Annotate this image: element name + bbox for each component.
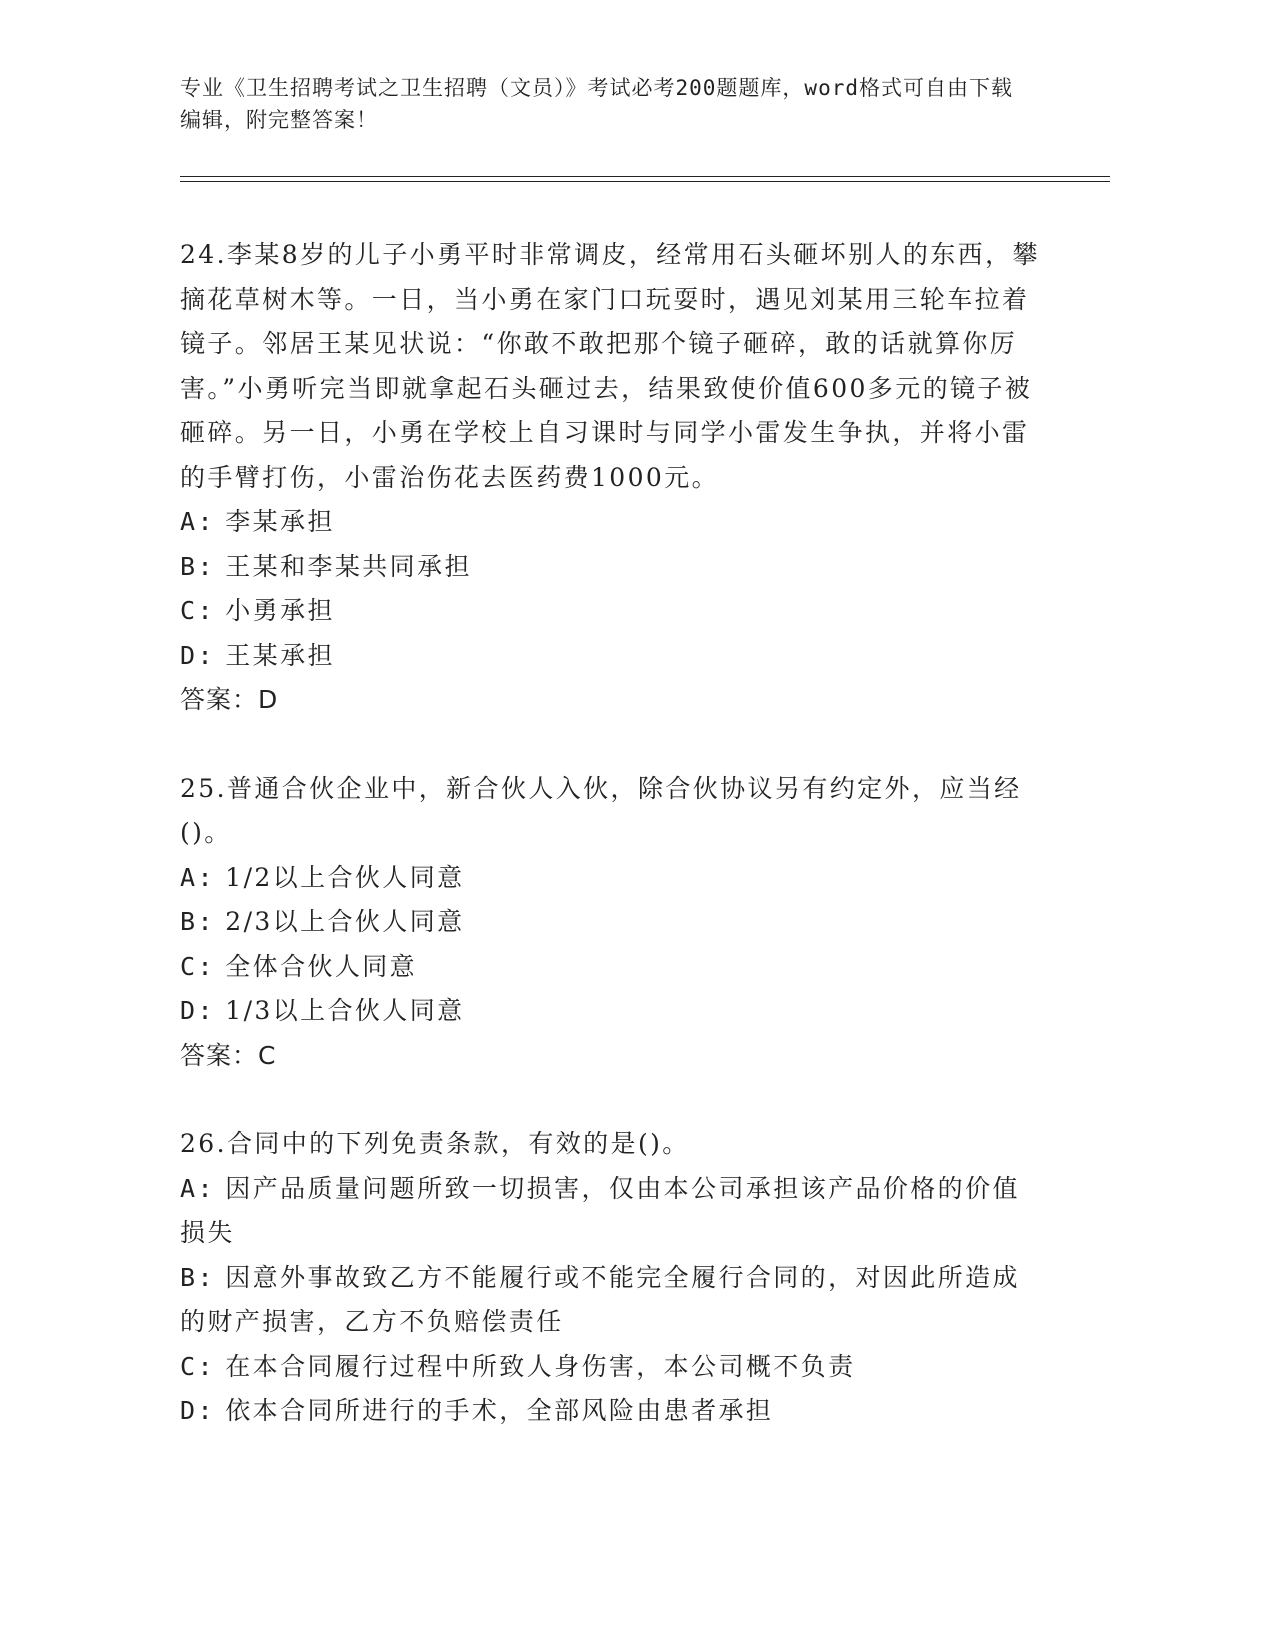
question-list [180, 233, 1040, 1478]
option-label: D: [180, 996, 215, 1025]
question-text: 26.合同中的下列免责条款，有效的是()。 [180, 1129, 690, 1158]
option-text: 王某和李某共同承担 [225, 551, 472, 581]
header-divider-top [180, 176, 1110, 177]
document-header: 专业《卫生招聘考试之卫生招聘（文员）》考试必考200题题库，word格式可自由下载编辑，附完整答案！ [180, 76, 1013, 132]
question-text: 25.普通合伙企业中，新合伙人入伙，除合伙协议另有约定外，应当经()。 [180, 773, 1022, 847]
option-b [180, 1256, 1040, 1345]
option-label: A: [180, 507, 215, 536]
option-a [180, 500, 1040, 545]
option-text: 小勇承担 [225, 596, 335, 625]
option-text: 在本合同履行过程中所致人身伤害，本公司概不负责 [225, 1351, 856, 1381]
option-label: D: [180, 1396, 215, 1425]
option-label: B: [180, 907, 215, 936]
option-label: B: [180, 1262, 215, 1292]
question-26 [180, 1122, 1040, 1434]
option-label: D: [180, 640, 215, 670]
option-text: 王某承担 [225, 640, 335, 670]
option-text: 依本合同所进行的手术，全部风险由患者承担 [225, 1396, 774, 1425]
option-text: 1/3以上合伙人同意 [225, 996, 465, 1025]
option-text: 2/3以上合伙人同意 [225, 907, 465, 936]
option-label: C: [180, 951, 215, 981]
question-text: 24.李某8岁的儿子小勇平时非常调皮，经常用石头砸坏别人的东西，攀摘花草树木等。一日，当小勇在家门口玩耍时，遇见刘某用三轮车拉着镜子。邻居王某见状说：“你敢不敢把那个镜子砸碎，敢的话就算你厉害。”小勇听完当即就拿起石头砸过去，结果致使价值600多元的镜子被砸碎。另一日，小勇在学校上自习课时与同学小雷发生争执，并将小雷的手臂打伤，小雷治伤花去医药费1000元。 [180, 240, 1040, 492]
option-b [180, 900, 1040, 945]
option-a [180, 856, 1040, 901]
answer: 答案：C [180, 1040, 277, 1070]
answer: 答案：D [180, 685, 279, 714]
question-24 [180, 233, 1040, 723]
option-b [180, 545, 1040, 590]
question-25 [180, 767, 1040, 1079]
option-label: C: [180, 1351, 215, 1381]
option-d [180, 1389, 1040, 1434]
option-c [180, 1345, 1040, 1390]
option-label: C: [180, 596, 215, 625]
option-label: A: [180, 862, 215, 892]
option-text: 1/2以上合伙人同意 [225, 862, 465, 892]
option-a [180, 1167, 1040, 1256]
header-divider-bottom [180, 181, 1110, 182]
option-d [180, 989, 1040, 1034]
option-label: A: [180, 1173, 215, 1203]
option-d [180, 634, 1040, 679]
option-c [180, 945, 1040, 990]
option-text: 李某承担 [225, 507, 335, 536]
option-text: 因意外事故致乙方不能履行或不能完全履行合同的，对因此所造成的财产损害，乙方不负赔偿责任 [180, 1262, 1020, 1336]
option-label: B: [180, 551, 215, 581]
option-c [180, 589, 1040, 634]
option-text: 全体合伙人同意 [225, 951, 418, 981]
option-text: 因产品质量问题所致一切损害，仅由本公司承担该产品价格的价值损失 [180, 1173, 1020, 1247]
